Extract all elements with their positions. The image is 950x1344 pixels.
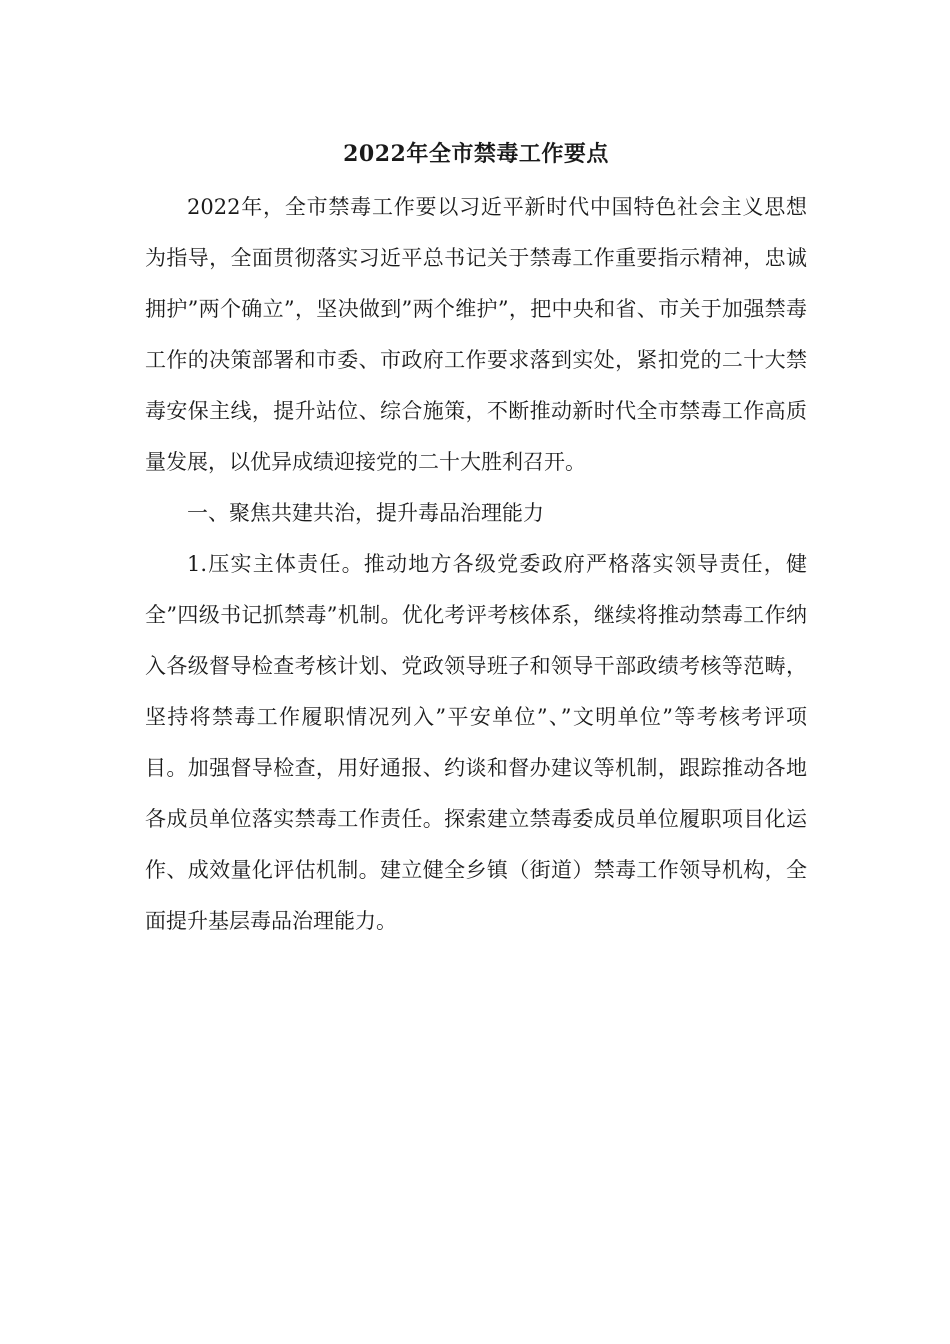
- document-title: 2022年全市禁毒工作要点: [343, 141, 609, 167]
- document-body: [145, 135, 807, 947]
- intro-paragraph: 2022年，全市禁毒工作要以习近平新时代中国特色社会主义思想为指导，全面贯彻落实习近平总书记关于禁毒工作重要指示精神，忠诚拥护”两个确立”，坚决做到”两个维护”，把中央和省、市关于加强禁毒工作的决策部署和市委、市政府工作要求落到实处，紧扣党的二十大禁毒安保主线，提升站位、综合施策，不断推动新时代全市禁毒工作高质量发展，以优异成绩迎接党的二十大胜利召开。: [145, 195, 807, 474]
- item-paragraph: 1.压实主体责任。推动地方各级党委政府严格落实领导责任，健全”四级书记抓禁毒”机制。优化考评考核体系，继续将推动禁毒工作纳入各级督导检查考核计划、党政领导班子和领导干部政绩考核等范畴，坚持将禁毒工作履职情况列入”平安单位”、”文明单位”等考核考评项目。加强督导检查，用好通报、约谈和督办建议等机制，跟踪推动各地各成员单位落实禁毒工作责任。探索建立禁毒委成员单位履职项目化运作、成效量化评估机制。建立健全乡镇（街道）禁毒工作领导机构，全面提升基层毒品治理能力。: [145, 552, 807, 933]
- section-heading: 一、聚焦共建共治，提升毒品治理能力: [187, 501, 544, 525]
